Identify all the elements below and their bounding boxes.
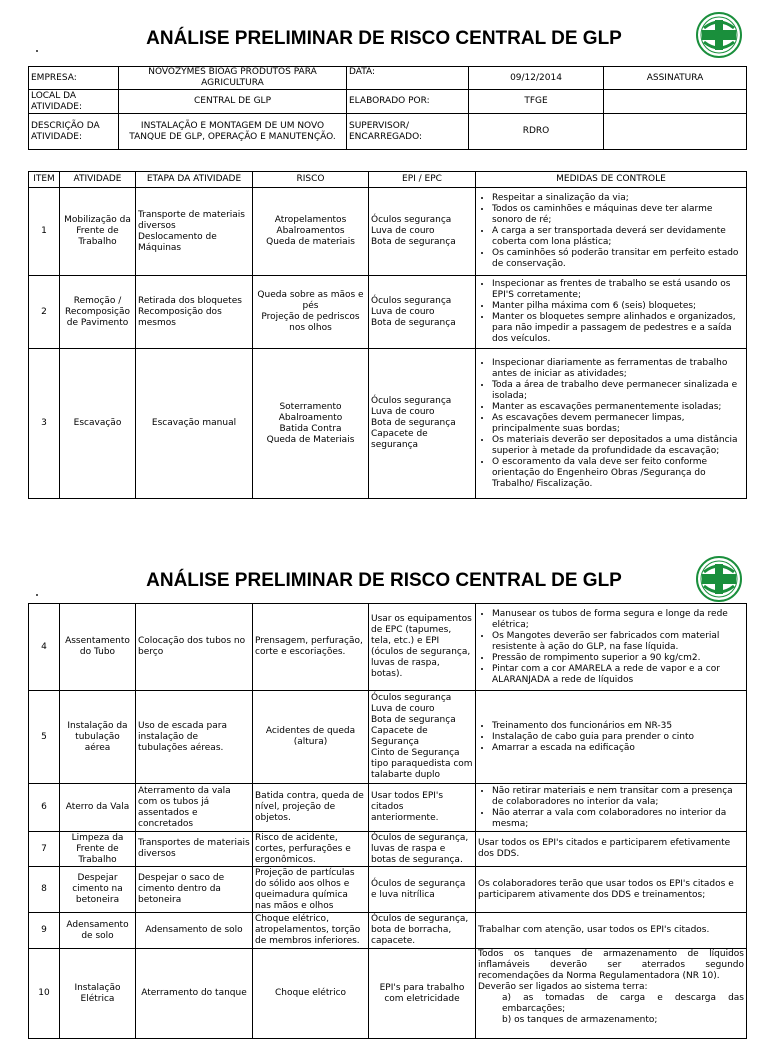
cell-line: Óculos de segurança, luvas de raspa e botas de segurança. (371, 832, 469, 865)
epi-cell (369, 604, 476, 691)
etapa-cell (136, 604, 253, 691)
cell-line: Óculos segurança (371, 215, 452, 225)
epi-cell (369, 949, 476, 1039)
cell-line: Transportes de materiais diversos (138, 838, 250, 859)
epi-cell (369, 832, 476, 867)
cell-line: Queda sobre as mãos e pés (257, 290, 364, 311)
list-item: • A carga a ser transportada deverá ser devidamente coberta com lona plástica; (492, 226, 744, 248)
cell-line: EPI's para trabalho com eletricidade (379, 982, 465, 1004)
risco-cell (253, 188, 369, 276)
cell-line: Bota de segurança (371, 237, 456, 247)
item-cell: 3 (29, 349, 60, 499)
epi-cell (369, 784, 476, 832)
assinatura-cell (604, 114, 747, 150)
list-item: • O escoramento da vala deve ser feito conforme orientação do Engenheiro Obras /Segurança do Trabalho/ Fiscalização. (492, 457, 744, 490)
table-row (29, 604, 747, 691)
table-row (29, 949, 747, 1039)
list-item: • Inspecionar diariamente as ferramentas de trabalho antes de iniciar as atividades; (492, 358, 744, 380)
assinatura-cell (604, 90, 747, 114)
cell-line: Despejar o saco de cimento dentro da betoneira (138, 873, 225, 905)
table-row (29, 691, 747, 784)
data-label: DATA: (347, 67, 469, 90)
medidas-cell (476, 276, 747, 349)
medidas-cell (476, 784, 747, 832)
stray-dot (36, 50, 38, 52)
page-title: ANÁLISE PRELIMINAR DE RISCO CENTRAL DE GLP (146, 28, 622, 49)
cell-line: Acidentes de queda (altura) (265, 726, 356, 747)
cell-line: Óculos segurança (371, 693, 452, 703)
list-item: • Manter pilha máxima com 6 (seis) bloquetes; (492, 301, 744, 312)
risk-table (28, 603, 747, 1039)
table-row (29, 867, 747, 913)
cell-line: Transporte de materiais diversos (138, 209, 245, 231)
list-item: • Toda a área de trabalho deve permanecer sinalizada e isolada; (492, 380, 744, 402)
data-value: 09/12/2014 (469, 67, 604, 90)
column-header: ATIVIDADE (60, 172, 136, 188)
cell-line: Usar os equipamentos de EPC (tapumes, tela, etc.) e EPI (óculos de segurança, luvas de raspa, botas). (371, 614, 472, 679)
list-item: • Manter os bloquetes sempre alinhados e organizados, para não impedir a passagem de pedestres e a saída dos veículos. (492, 312, 744, 345)
cell-line: Bota de segurança (371, 418, 456, 428)
cell-line: Projeção de pedriscos nos olhos (261, 312, 360, 333)
list-item: • Respeitar a sinalização da via; (492, 193, 744, 204)
etapa-cell (136, 188, 253, 276)
cell-line: Aterramento da vala com os tubos já assentados e concretados (138, 785, 231, 829)
epi-cell (369, 188, 476, 276)
table-row (29, 276, 747, 349)
elaborado-value: TFGE (469, 90, 604, 114)
cell-line: Óculos de segurança, bota de borracha, capacete. (371, 914, 469, 946)
cell-line: Cinto de Segurança tipo paraquedista com talabarte duplo (371, 748, 473, 780)
list-item: • Treinamento dos funcionários em NR-35 (492, 721, 744, 732)
list-item: • Amarrar a escada na edificação (492, 743, 744, 754)
medidas-cell (476, 188, 747, 276)
atividade-cell: Instalação da tubulação aérea (60, 691, 136, 784)
cell-line: Deverão ser ligados ao sistema terra: (478, 982, 648, 992)
cell-line: Atropelamentos (274, 215, 347, 225)
epi-cell (369, 276, 476, 349)
supervisor-label: SUPERVISOR/ ENCARREGADO: (347, 114, 469, 150)
column-header: ETAPA DA ATIVIDADE (136, 172, 253, 188)
column-header: EPI / EPC (369, 172, 476, 188)
atividade-cell: Instalação Elétrica (60, 949, 136, 1039)
atividade-cell: Mobilização da Frente de Trabalho (60, 188, 136, 276)
cell-line: Batida Contra (279, 423, 342, 434)
medidas-list (478, 358, 744, 490)
item-cell: 10 (29, 949, 60, 1039)
etapa-cell (136, 276, 253, 349)
elaborado-label: ELABORADO POR: (347, 90, 469, 114)
cell-line: Deslocamento de Máquinas (138, 231, 217, 253)
medidas-cell: Trabalhar com atenção, usar todos os EPI's citados. (476, 913, 747, 949)
header-table (28, 66, 747, 150)
atividade-cell: Aterro da Vala (60, 784, 136, 832)
medidas-cell (476, 349, 747, 499)
risco-cell (253, 276, 369, 349)
page-title: ANÁLISE PRELIMINAR DE RISCO CENTRAL DE GLP (146, 570, 622, 591)
local-value: CENTRAL DE GLP (119, 90, 347, 114)
medidas-list (478, 193, 744, 270)
list-item: • Todos os caminhões e máquinas deve ter alarme sonoro de ré; (492, 204, 744, 226)
etapa-cell (136, 784, 253, 832)
medidas-list (478, 721, 744, 754)
empresa-label: EMPRESA: (29, 67, 119, 90)
cell-line: Bota de segurança (371, 715, 456, 725)
item-cell: 2 (29, 276, 60, 349)
medidas-cell: Usar todos os EPI's citados e participarem efetivamente dos DDS. (476, 832, 747, 867)
medidas-cell (476, 604, 747, 691)
cell-line: Usar todos EPI's citados anteriormente. (371, 791, 444, 823)
cell-line: Risco de acidente, cortes, perfurações e ergonômicos. (255, 832, 351, 865)
etapa-cell (136, 832, 253, 867)
cell-line: Luva de couro (371, 704, 435, 714)
list-item: • Instalação de cabo guia para prender o cinto (492, 732, 744, 743)
atividade-cell: Escavação (60, 349, 136, 499)
item-cell: 6 (29, 784, 60, 832)
cell-line: Todos os tanques de armazenamento de líquidos inflamáveis deverão ser aterrados segundo recomendações da Norma Regulamentadora (NR 10). (478, 949, 744, 981)
list-item: • Não aterrar a vala com colaboradores no interior da mesma; (492, 808, 744, 830)
item-cell: 9 (29, 913, 60, 949)
table-row (29, 832, 747, 867)
cell-line: Queda de materiais (266, 237, 355, 247)
cell-line: Escavação manual (151, 418, 237, 428)
cell-line: Colocação dos tubos no berço (138, 636, 246, 657)
cell-line: b) os tanques de armazenamento; (502, 1015, 658, 1025)
atividade-cell: Despejar cimento na betoneira (60, 867, 136, 913)
local-label: LOCAL DA ATIVIDADE: (29, 90, 119, 114)
list-item: • Manusear os tubos de forma segura e longe da rede elétrica; (492, 609, 744, 631)
list-item: • Os caminhões só poderão transitar em perfeito estado de conservação. (492, 248, 744, 270)
epi-cell (369, 349, 476, 499)
risco-cell (253, 604, 369, 691)
risco-cell (253, 691, 369, 784)
cell-line: Projeção de partículas do sólido aos olhos e queimadura química nas mãos e olhos (255, 867, 355, 911)
cell-line: Prensagem, perfuração, corte e escoriações. (255, 636, 363, 657)
item-cell: 1 (29, 188, 60, 276)
atividade-cell: Adensamento de solo (60, 913, 136, 949)
cell-line: Uso de escada para instalação de tubulações aéreas. (138, 720, 227, 753)
cell-line: Luva de couro (371, 306, 435, 317)
epi-cell (369, 867, 476, 913)
empresa-value: NOVOZYMES BIOAG PRODUTOS PARA AGRICULTURA (119, 67, 347, 90)
column-header: MEDIDAS DE CONTROLE (476, 172, 747, 188)
item-cell: 4 (29, 604, 60, 691)
cell-line: Queda de Materiais (266, 434, 355, 445)
column-header: RISCO (253, 172, 369, 188)
atividade-cell: Assentamento do Tubo (60, 604, 136, 691)
seguranca-no-trabalho-logo (696, 556, 742, 602)
cell-line: Capacete de Segurança (371, 726, 428, 747)
cell-line: Óculos de segurança e luva nitrílica (371, 878, 466, 900)
table-row (29, 349, 747, 499)
medidas-cell: Os colaboradores terão que usar todos os EPI's citados e participarem ativamente dos DDS e treinamentos; (476, 867, 747, 913)
medidas-cell (476, 949, 747, 1039)
cell-line: Batida contra, queda de nível, projeção de objetos. (255, 791, 364, 823)
list-item: • Inspecionar as frentes de trabalho se está usando os EPI'S corretamente; (492, 279, 744, 301)
cell-line: Capacete de segurança (371, 429, 428, 450)
item-cell: 5 (29, 691, 60, 784)
cell-line: Soterramento (279, 401, 342, 412)
cell-line: Bota de segurança (371, 317, 456, 328)
assinatura-label: ASSINATURA (604, 67, 747, 90)
etapa-cell (136, 349, 253, 499)
cell-line: Retirada dos bloquetes (138, 295, 242, 306)
etapa-cell (136, 691, 253, 784)
risco-cell (253, 913, 369, 949)
risco-cell (253, 949, 369, 1039)
item-cell: 7 (29, 832, 60, 867)
etapa-cell (136, 949, 253, 1039)
list-item: • Os materiais deverão ser depositados a uma distância superior à metade da profundidade da escavação; (492, 435, 744, 457)
epi-cell (369, 913, 476, 949)
descricao-value: INSTALAÇÃO E MONTAGEM DE UM NOVO TANQUE DE GLP, OPERAÇÃO E MANUTENÇÃO. (119, 114, 347, 150)
cell-line: Choque elétrico, atropelamentos, torção de membros inferiores. (255, 914, 361, 946)
risco-cell (253, 784, 369, 832)
cell-line: Luva de couro (371, 226, 435, 236)
cell-line: Adensamento de solo (145, 925, 243, 935)
table-row (29, 784, 747, 832)
item-cell: 8 (29, 867, 60, 913)
supervisor-value: RDRO (469, 114, 604, 150)
cell-line: Choque elétrico (274, 988, 347, 998)
medidas-cell (476, 691, 747, 784)
epi-cell (369, 691, 476, 784)
cell-line: Óculos segurança (371, 295, 452, 306)
cell-line: Óculos segurança (371, 396, 452, 406)
risco-cell (253, 349, 369, 499)
risk-table (28, 171, 747, 499)
list-item: • Pressão de rompimento superior a 90 kg/cm2. (492, 653, 744, 664)
seguranca-no-trabalho-logo (696, 12, 742, 58)
cell-line: a) as tomadas de carga e descarga das embarcações; (502, 993, 744, 1014)
stray-dot (36, 594, 38, 596)
cell-line: Aterramento do tanque (141, 988, 247, 998)
list-item: • Manter as escavações permanentemente isoladas; (492, 402, 744, 413)
cell-line: Abalroamento (278, 412, 343, 423)
cell-line: Abalroamentos (276, 226, 345, 236)
atividade-cell: Remoção / Recomposição de Pavimento (60, 276, 136, 349)
descricao-label: DESCRIÇÃO DA ATIVIDADE: (29, 114, 119, 150)
atividade-cell: Limpeza da Frente de Trabalho (60, 832, 136, 867)
cell-line: Luva de couro (371, 407, 435, 417)
list-item: • Não retirar materiais e nem transitar com a presença de colaboradores no interior da vala; (492, 786, 744, 808)
risco-cell (253, 867, 369, 913)
medidas-list (478, 609, 744, 686)
page-2 (0, 548, 768, 1024)
table-row (29, 913, 747, 949)
etapa-cell (136, 913, 253, 949)
column-header: ITEM (29, 172, 60, 188)
etapa-cell (136, 867, 253, 913)
list-item: • As escavações devem permanecer limpas, principalmente suas bordas; (492, 413, 744, 435)
list-item: • Pintar com a cor AMARELA a rede de vapor e a cor ALARANJADA a rede de líquidos (492, 664, 744, 686)
medidas-list (478, 786, 744, 830)
list-item: • Os Mangotes deverão ser fabricados com material resistente à ação do GLP, na fase líquida. (492, 631, 744, 653)
table-row (29, 188, 747, 276)
cell-line: Recomposição dos mesmos (138, 306, 222, 328)
medidas-list (478, 279, 744, 345)
risco-cell (253, 832, 369, 867)
